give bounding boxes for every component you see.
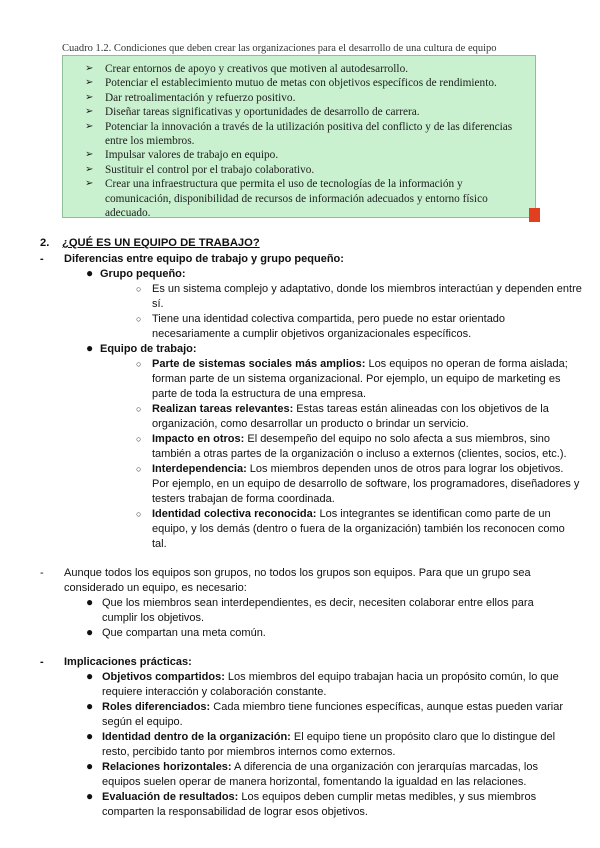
list-item: ➢ Sustituir el control por el trabajo colaborativo.: [85, 163, 315, 176]
list-item: ● Evaluación de resultados: Los equipos deben cumplir metas medibles, y sus miembros comparten la responsabilidad de lograr esos objetivos.: [86, 789, 537, 818]
equipo-heading: ● Equipo de trabajo:: [86, 341, 197, 355]
bullet-icon: ●: [86, 699, 94, 713]
bullet-icon: ●: [86, 595, 94, 609]
list-item: ➢ Potenciar la innovación a través de la utilización positiva del conflicto y de las diferencias entre los miembros.: [85, 120, 513, 148]
bullet-icon: ●: [86, 266, 94, 280]
circle-bullet-icon: ○: [136, 359, 142, 369]
circle-bullet-icon: ○: [136, 284, 142, 294]
list-item: ➢ Dar retroalimentación y refuerzo positivo.: [85, 91, 296, 104]
circle-bullet-icon: ○: [136, 404, 142, 414]
arrow-bullet-icon: ➢: [85, 120, 94, 132]
figure-caption: Cuadro 1.2. Condiciones que deben crear las organizaciones para el desarrollo de una cultura de equipo: [62, 43, 497, 54]
section-heading: 2. ¿QUÉ ES UN EQUIPO DE TRABAJO?: [40, 237, 260, 249]
document-body: [40, 236, 580, 820]
arrow-bullet-icon: ➢: [85, 106, 94, 118]
list-item: ➢ Impulsar valores de trabajo en equipo.: [85, 149, 279, 162]
list-item: ● Que compartan una meta común.: [86, 625, 266, 639]
list-item: ○ Identidad colectiva reconocida: Los integrantes se identifican como parte de un equipo, y los demás (dentro o fuera de la organización) también los reconocen como tal.: [136, 508, 565, 550]
circle-bullet-icon: ○: [136, 434, 142, 444]
arrow-bullet-icon: ➢: [85, 63, 94, 74]
grupo-heading: ● Grupo pequeño:: [86, 266, 186, 280]
bullet-icon: ●: [86, 789, 94, 803]
implications-heading: - Implicaciones prácticas:: [40, 656, 192, 668]
list-item: ● Objetivos compartidos: Los miembros del equipo trabajan hacia un propósito común, lo que requiere interacción y colaboración constante.: [86, 669, 559, 698]
conditions-list: [81, 62, 527, 220]
arrow-bullet-icon: ➢: [85, 91, 94, 103]
circle-bullet-icon: ○: [136, 464, 142, 474]
list-item: ● Roles diferenciados: Cada miembro tiene funciones específicas, aunque estas pueden variar según el equipo.: [86, 699, 564, 728]
arrow-bullet-icon: ➢: [85, 149, 94, 161]
list-item: ○ Interdependencia: Los miembros dependen unos de otros para lograr los objetivos. Por ejemplo, en un equipo de desarrollo de software, los programadores, diseñadores y testers trabajan de forma coordinada.: [136, 463, 580, 505]
list-item: ● Relaciones horizontales: A diferencia de una organización con jerarquías marcadas, los equipos suelen operar de manera horizontal, fomentando la igualdad en las relaciones.: [86, 759, 538, 788]
bullet-icon: ●: [86, 341, 94, 355]
bullet-icon: ●: [86, 669, 94, 683]
list-item: ➢ Crear una infraestructura que permita el uso de tecnologías de la información y comunicación, disponibilidad de recursos de información adecuados y entorno físico adecuado.: [85, 178, 488, 220]
list-item: ○ Es un sistema complejo y adaptativo, donde los miembros interactúan y dependen entre sí.: [136, 283, 582, 310]
list-item: ○ Realizan tareas relevantes: Estas tareas están alineadas con los objetivos de la organización, como desarrollar un producto o brindar un servicio.: [136, 403, 549, 430]
list-item: ○ Tiene una identidad colectiva compartida, pero puede no estar orientado necesariamente a cumplir objetivos organizacionales específicos.: [136, 313, 506, 340]
differences-heading: - Diferencias entre equipo de trabajo y grupo pequeño:: [40, 253, 344, 265]
arrow-bullet-icon: ➢: [85, 163, 94, 175]
list-item: ● Identidad dentro de la organización: El equipo tiene un propósito claro que lo distingue del resto, percibido tanto por miembros internos como externos.: [86, 729, 556, 758]
bullet-icon: ●: [86, 759, 94, 773]
conditions-box: [62, 55, 536, 218]
list-item: ➢ Diseñar tareas significativas y oportunidades de desarrollo de carrera.: [85, 106, 420, 119]
list-item: ○ Parte de sistemas sociales más amplios: Los equipos no operan de forma aislada; forman parte de un sistema organizacional. Por ejemplo, un equipo de marketing es parte de toda la estructura de una empresa.: [136, 358, 568, 400]
aunque-paragraph: - Aunque todos los equipos son grupos, no todos los grupos son equipos. Para que un grupo sea considerado un equipo, es necesario:: [40, 567, 531, 594]
list-item: ○ Impacto en otros: El desempeño del equipo no solo afecta a sus miembros, sino también a otras partes de la organización o incluso a externos (clientes, socios, etc.).: [136, 433, 567, 460]
list-item: ➢ Crear entornos de apoyo y creativos que motiven al autodesarrollo.: [85, 63, 409, 75]
arrow-bullet-icon: ➢: [85, 77, 94, 89]
circle-bullet-icon: ○: [136, 314, 142, 324]
corner-marker: [529, 208, 540, 222]
list-item: ● Que los miembros sean interdependientes, es decir, necesiten colaborar entre ellos para cumplir los objetivos.: [86, 595, 534, 624]
list-item: ➢ Potenciar el establecimiento mutuo de metas con objetivos específicos de rendimiento.: [85, 77, 497, 90]
bullet-icon: ●: [86, 625, 94, 639]
circle-bullet-icon: ○: [136, 509, 142, 519]
bullet-icon: ●: [86, 729, 94, 743]
arrow-bullet-icon: ➢: [85, 178, 94, 190]
